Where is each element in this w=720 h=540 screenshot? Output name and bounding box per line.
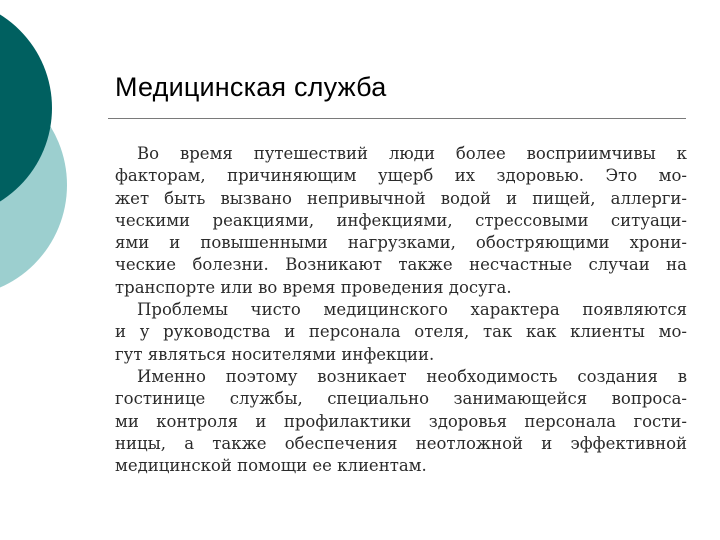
paragraph-2 xyxy=(115,299,687,366)
text-line: ческими реакциями, инфекциями, стрессовыми ситуаци- xyxy=(115,210,687,230)
body-text xyxy=(115,143,687,477)
text-line: жет быть вызвано непривычной водой и пищей, аллерги- xyxy=(115,188,687,208)
text-line: ницы, а также обеспечения неотложной и эффективной xyxy=(115,433,687,453)
decorative-circles xyxy=(0,0,80,300)
text-line: гостинице службы, специально занимающейся вопроса- xyxy=(115,389,687,409)
text-line: факторам, причиняющим ущерб их здоровью. Это мо- xyxy=(115,166,687,186)
text-line: ями и повышенными нагрузками, обостряющими хрони- xyxy=(115,233,687,253)
text-line: Проблемы чисто медицинского характера появляются xyxy=(137,300,687,320)
text-line: гут являться носителями инфекции. xyxy=(115,344,435,364)
page-title: Медицинская служба xyxy=(115,72,387,102)
text-line: медицинской помощи ее клиентам. xyxy=(115,456,427,476)
paragraph-1 xyxy=(115,143,687,299)
text-line: Во время путешествий люди более восприимчивы к xyxy=(137,144,687,163)
paragraph-3 xyxy=(115,366,687,477)
text-line: ми контроля и профилактики здоровья персонала гости- xyxy=(115,411,687,431)
text-line: транспорте или во время проведения досуга. xyxy=(115,277,512,297)
text-line: и у руководства и персонала отеля, так как клиенты мо- xyxy=(115,322,687,342)
title-divider xyxy=(108,118,686,119)
text-line: ческие болезни. Возникают также несчастные случаи на xyxy=(115,255,687,275)
text-line: Именно поэтому возникает необходимость создания в xyxy=(137,366,687,386)
